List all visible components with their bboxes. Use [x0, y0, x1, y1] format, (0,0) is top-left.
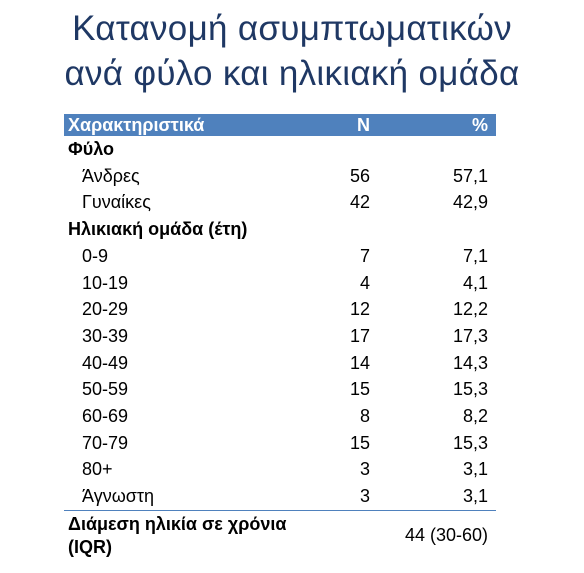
- row-percent: 8,2: [462, 406, 488, 427]
- row-percent: 12,2: [452, 299, 488, 320]
- empty-cell: [326, 136, 374, 163]
- row-n: 12: [349, 299, 370, 320]
- row-n: 17: [349, 325, 370, 346]
- row-label: 0-9: [82, 245, 109, 266]
- empty-cell: [326, 216, 374, 243]
- section-row: [64, 136, 496, 163]
- row-n: 14: [349, 352, 370, 373]
- row-percent: 3,1: [462, 486, 488, 507]
- row-n: 15: [349, 432, 370, 453]
- row-percent: 14,3: [452, 352, 488, 373]
- median-label-line-1: Διάμεση ηλικία σε χρόνια: [68, 513, 287, 534]
- row-label: Άγνωστη: [82, 486, 154, 507]
- table-row: [64, 189, 496, 216]
- row-label: Γυναίκες: [82, 192, 151, 213]
- median-label: [64, 510, 326, 561]
- row-label: 30-39: [82, 325, 129, 346]
- section-label: Φύλο: [68, 139, 115, 159]
- section-row: [64, 216, 496, 243]
- table-row: [64, 483, 496, 510]
- row-percent: 7,1: [462, 245, 488, 266]
- title-line-1: Κατανομή ασυμπτωματικών: [72, 9, 512, 48]
- empty-cell: [374, 136, 496, 163]
- median-value: 44 (30-60): [326, 510, 496, 561]
- header-n: N: [326, 114, 374, 136]
- row-label: 20-29: [82, 299, 129, 320]
- table-row: [64, 323, 496, 350]
- row-percent: 15,3: [452, 432, 488, 453]
- row-n: 3: [359, 486, 370, 507]
- table-row: [64, 403, 496, 430]
- row-n: 7: [359, 245, 370, 266]
- empty-cell: [374, 216, 496, 243]
- row-n: 4: [359, 272, 370, 293]
- row-label: 80+: [82, 459, 113, 480]
- header-percent: %: [374, 114, 496, 136]
- median-label-line-2: (IQR): [68, 536, 112, 557]
- table-row: [64, 376, 496, 403]
- title-line-2: ανά φύλο και ηλικιακή ομάδα: [64, 54, 520, 93]
- row-label: Άνδρες: [82, 165, 140, 186]
- table-row: [64, 430, 496, 457]
- table-header-row: [64, 114, 496, 136]
- table-row: [64, 456, 496, 483]
- row-n: 15: [349, 379, 370, 400]
- row-label: 40-49: [82, 352, 129, 373]
- table-row: [64, 243, 496, 270]
- row-label: 50-59: [82, 379, 129, 400]
- row-percent: 17,3: [452, 325, 488, 346]
- row-percent: 15,3: [452, 379, 488, 400]
- table-row: [64, 270, 496, 297]
- row-n: 3: [359, 459, 370, 480]
- row-percent: 42,9: [452, 192, 488, 213]
- row-percent: 4,1: [462, 272, 488, 293]
- table-row: [64, 163, 496, 190]
- median-row: [64, 510, 496, 561]
- row-label: 70-79: [82, 432, 129, 453]
- characteristics-table: [64, 114, 496, 561]
- table-row: [64, 350, 496, 377]
- slide-title: [0, 6, 584, 96]
- row-n: 42: [349, 192, 370, 213]
- table-row: [64, 296, 496, 323]
- row-n: 8: [359, 406, 370, 427]
- row-label: 10-19: [82, 272, 129, 293]
- table-body: [64, 136, 496, 561]
- section-label: Ηλικιακή ομάδα (έτη): [68, 219, 248, 240]
- header-characteristics: Χαρακτηριστικά: [64, 114, 326, 136]
- row-percent: 3,1: [462, 459, 488, 480]
- row-percent: 57,1: [452, 165, 488, 186]
- row-n: 56: [349, 165, 370, 186]
- row-label: 60-69: [82, 406, 129, 427]
